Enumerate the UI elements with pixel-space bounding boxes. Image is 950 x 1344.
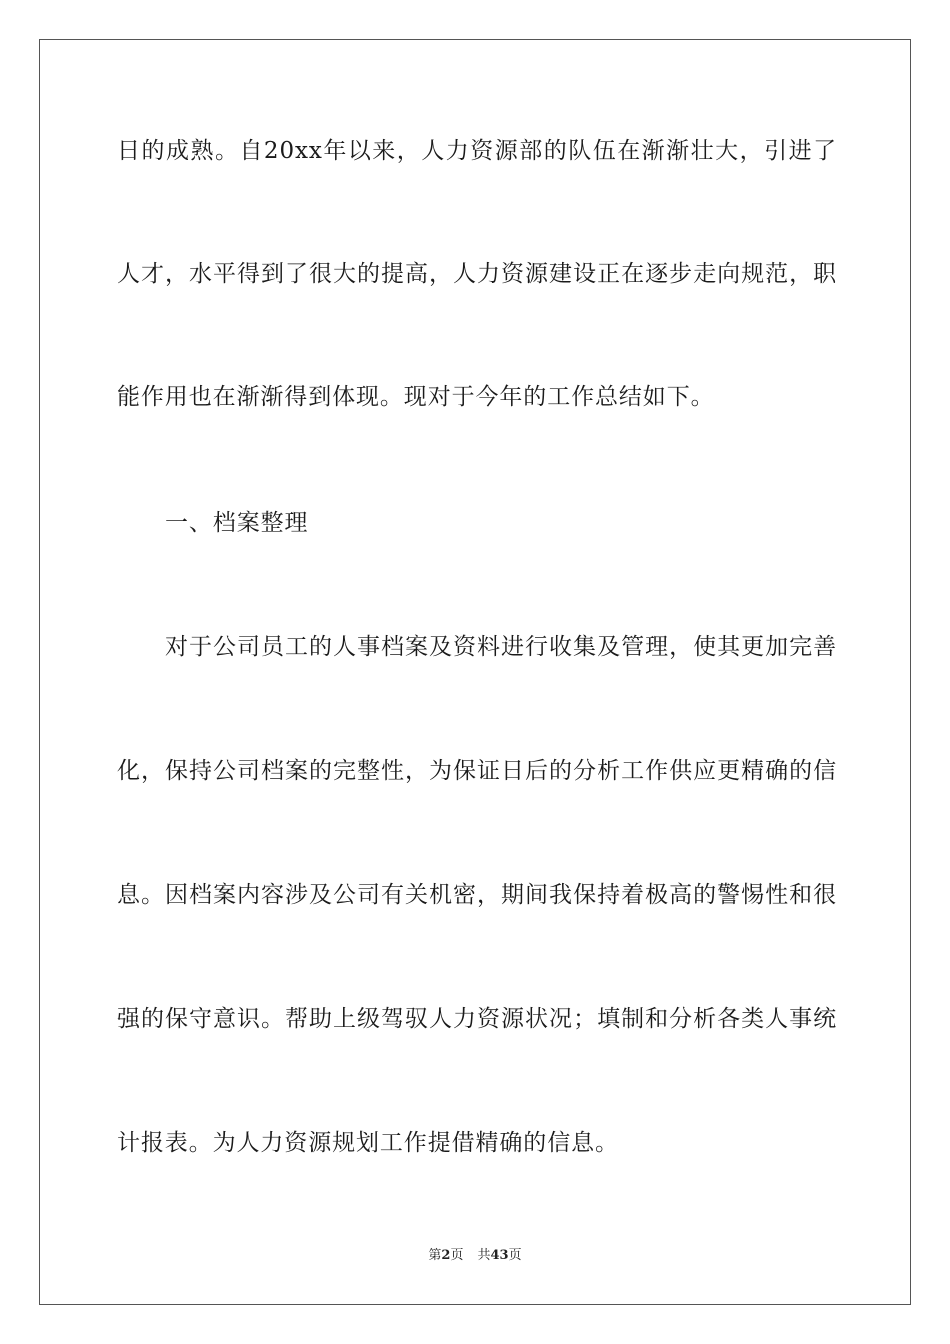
page-border (39, 39, 911, 1305)
paragraph-line-4: 对于公司员工的人事档案及资料进行收集及管理，使其更加完善 (165, 634, 837, 660)
footer-total-pages: 43 (490, 1248, 509, 1263)
page-footer (0, 1246, 950, 1266)
paragraph-line-1: 日的成熟。自20xx年以来，人力资源部的队伍在渐渐壮大，引进了 (117, 138, 837, 164)
footer-page-prefix: 第 (428, 1248, 442, 1263)
footer-total-prefix: 共 (477, 1248, 491, 1263)
paragraph-line-8: 计报表。为人力资源规划工作提借精确的信息。 (117, 1130, 619, 1156)
footer-page-number: 2 (441, 1248, 451, 1263)
section-heading: 一、档案整理 (165, 510, 309, 536)
paragraph-line-5: 化，保持公司档案的完整性，为保证日后的分析工作供应更精确的信 (117, 758, 837, 784)
paragraph-line-3: 能作用也在渐渐得到体现。现对于今年的工作总结如下。 (117, 384, 715, 410)
paragraph-line-2: 人才，水平得到了很大的提高，人力资源建设正在逐步走向规范，职 (117, 261, 837, 287)
footer-page-suffix: 页 (450, 1248, 464, 1263)
paragraph-line-6: 息。因档案内容涉及公司有关机密，期间我保持着极高的警惕性和很 (117, 882, 837, 908)
paragraph-line-7: 强的保守意识。帮助上级驾驭人力资源状况；填制和分析各类人事统 (117, 1006, 837, 1032)
footer-total-suffix: 页 (508, 1248, 522, 1263)
